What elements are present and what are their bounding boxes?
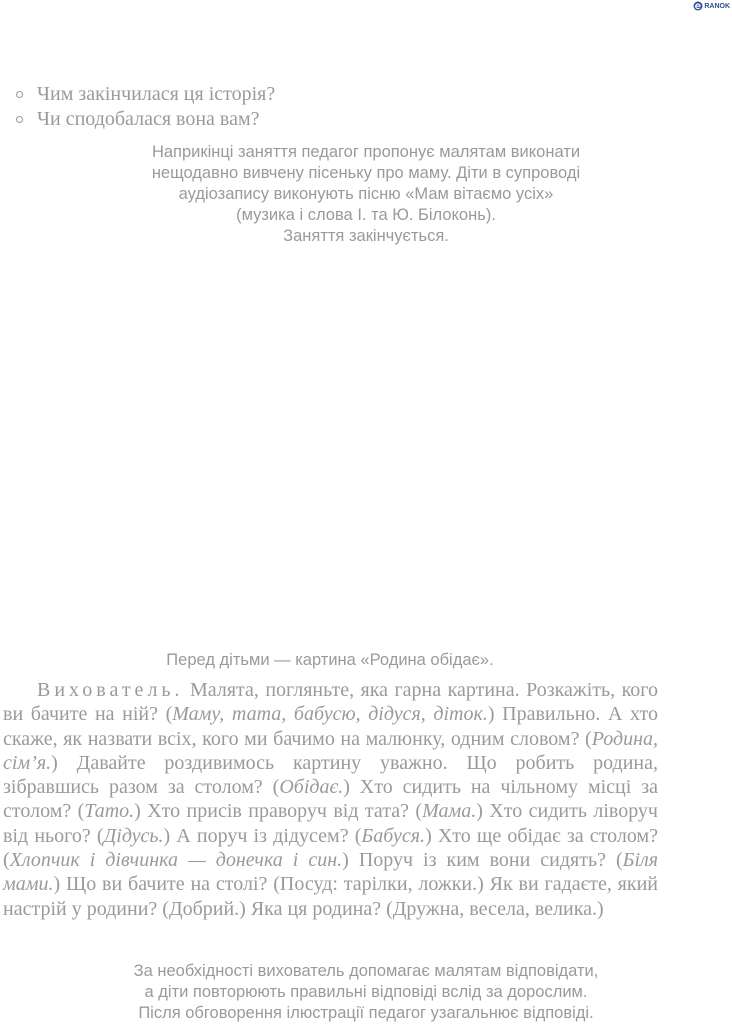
question-text: ) Хто сидить ліворуч від нього? ( (3, 800, 658, 847)
question-text: ) А поруч із дідусем? ( (163, 824, 362, 847)
answer-text: Біля мами. (3, 849, 659, 896)
dialogue-text (3, 679, 658, 920)
list-item (16, 82, 275, 107)
answer-text: Дідусь. (103, 824, 164, 847)
answer-text: Бабуся. (361, 824, 426, 847)
remark-line: аудіозапису виконують пісню «Мам вітаємо усіх» (178, 185, 554, 203)
answer-text: Мама. (422, 800, 477, 823)
remark-line: а діти повторюють правильні відповіді вслід за дорослим. (144, 983, 588, 1001)
remark-line: нещодавно вивчену пісеньку про маму. Діти в супроводі (151, 164, 581, 182)
stage-direction-song (0, 142, 732, 247)
remark-line: Наприкінці заняття педагог пропонує малятам виконати (151, 143, 581, 161)
list-item (16, 107, 275, 132)
answer-text: Маму, тата, бабусю, дідуся, діток. (172, 703, 488, 726)
teacher-dialogue (3, 678, 658, 921)
bullet-circle-icon (16, 91, 23, 98)
question-text: ) Поруч із ким вони сидять? ( (342, 849, 623, 872)
remark-line: За необхідності вихователь допомагає малятам відповідати, (133, 962, 599, 980)
remark-line: Після обговорення ілюстрації педагог узагальнює відповіді. (138, 1004, 594, 1022)
remark-line: (музика і слова І. та Ю. Білоконь). (236, 206, 496, 224)
picture-caption: Перед дітьми — картина «Родина обідає». (166, 651, 494, 669)
question-text: ) Що ви бачите на столі? (Посуд: тарілки, ложки.) Як ви гадаєте, який настрій у родини? (Добрий.) Яка ця родина? (Дружна, весела, велика.) (3, 873, 658, 920)
question-text: ) Давайте роздивимось картину уважно. Що робить родина, зібравшись разом за столом? ( (3, 751, 658, 799)
question-text: ) Правильно. А хто скаже, як назвати всіх, кого ми бачимо на малюнку, одним словом? ( (3, 703, 659, 750)
e-ranok-logo-icon (693, 1, 703, 11)
logo-text: RANOK (704, 2, 730, 10)
question-text: Чи сподобалася вона вам? (37, 108, 260, 130)
bullet-circle-icon (16, 116, 23, 123)
answer-text: Обідає. (279, 776, 344, 799)
answer-text: Родина, сім’я. (3, 727, 658, 774)
question-text: ) Хто присів праворуч від тата? ( (134, 800, 423, 823)
question-text: ) Хто сидить на чільному місці за столом? ( (3, 776, 658, 823)
question-list (16, 82, 275, 132)
stage-direction-summary (0, 961, 732, 1024)
remark-line: Заняття закінчується. (283, 227, 449, 245)
question-text: Чим закінчилася ця історія? (37, 83, 276, 105)
publisher-logo (693, 0, 730, 12)
question-text: Малята, погляньте, яка гарна картина. Розкажіть, кого ви бачите на ній? ( (3, 679, 658, 726)
speaker-label: Вихователь. (37, 679, 184, 701)
answer-text: Хлопчик і дівчинка — донечка і син. (9, 849, 343, 872)
question-text: ) Хто ще обідає за столом? ( (3, 824, 658, 872)
answer-text: Тато. (84, 800, 135, 823)
